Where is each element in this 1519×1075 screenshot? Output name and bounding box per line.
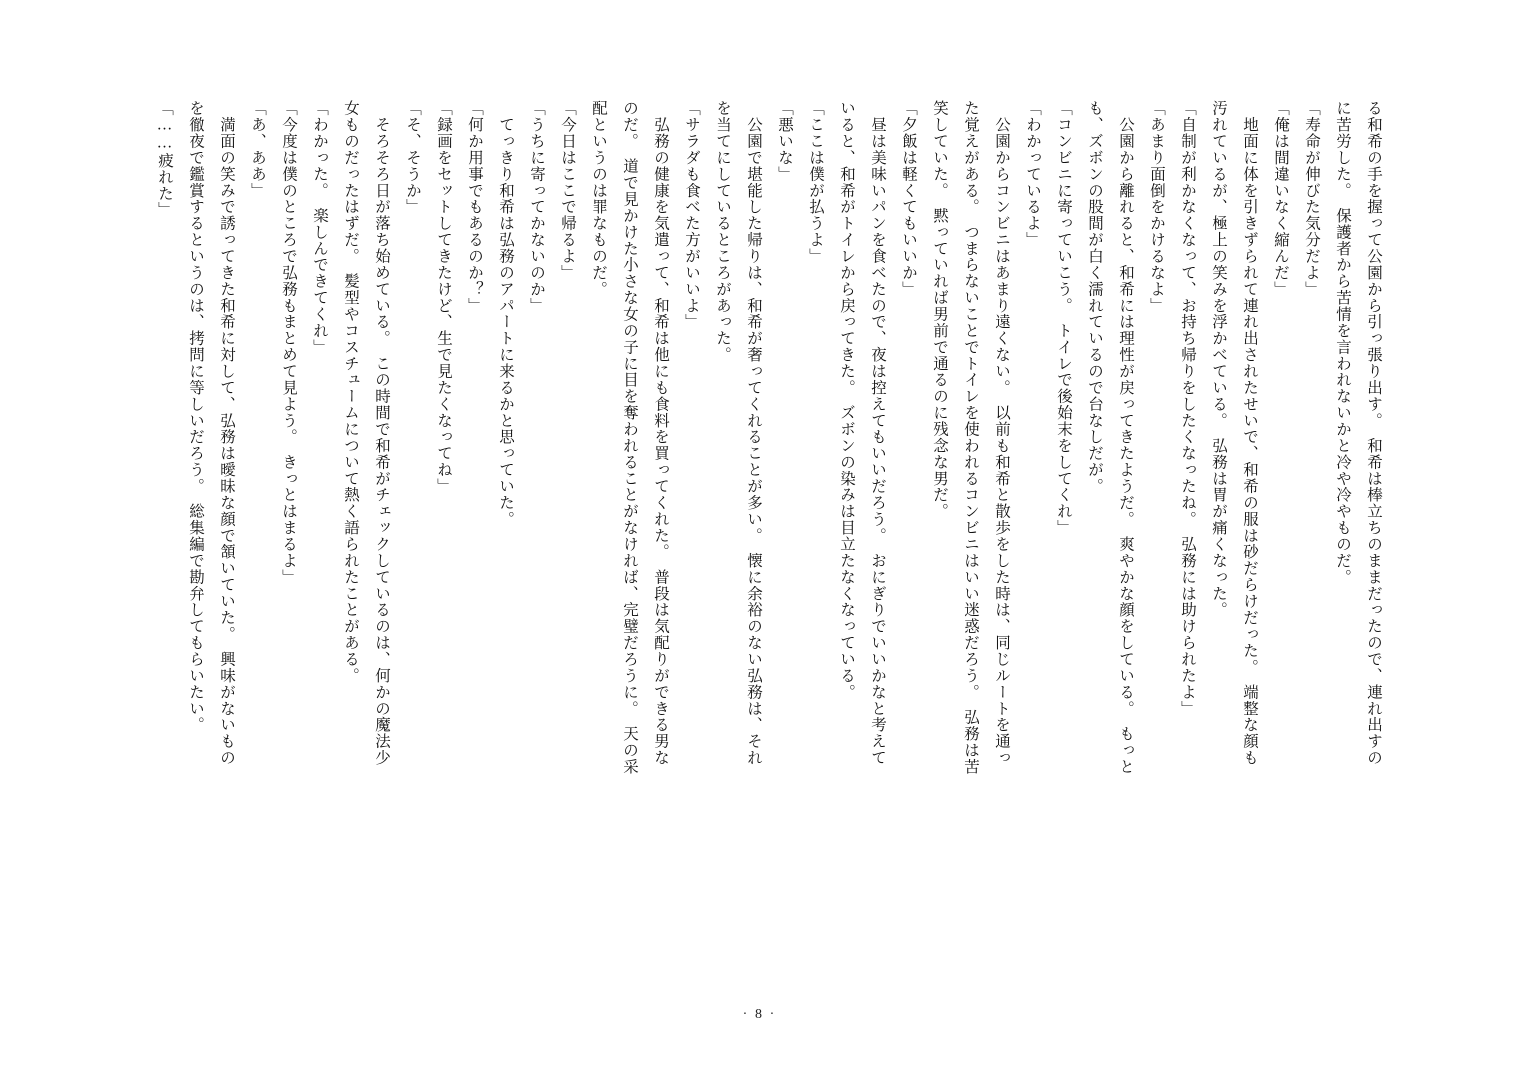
text-line: のだ。 道で見かけた小さな女の子に目を奪われることがなければ、完璧だろうに。 天の采 [621, 100, 638, 775]
text-line: 「……疲れた」 [156, 100, 173, 219]
text-line: 「何か用事でもあるのか？」 [466, 100, 483, 314]
text-line: 地面に体を引きずられて連れ出されたせいで、和希の服は砂だらけだった。 端整な顔も [1241, 100, 1258, 766]
text-line: 「サラダも食べた方がいいよ」 [683, 100, 700, 331]
text-line: 公園で堪能した帰りは、和希が奢ってくれることが多い。 懐に余裕のない弘務は、それ [745, 100, 762, 766]
text-line: 女ものだったはずだ。 髪型やコスチュームについて熱く語られたことがある。 [342, 100, 359, 684]
text-line: 「コンビニに寄っていこう。 トイレで後始末をしてくれ」 [1055, 100, 1072, 536]
novel-text-body [110, 100, 1389, 970]
text-line: た覚えがある。 つまらないことでトイレを使われるコンビニはいい迷惑だろう。 弘務は苦 [962, 100, 979, 775]
text-line: 「わかっているよ」 [1024, 100, 1041, 248]
text-line: も、ズボンの股間が白く濡れているので台なしだが。 [1086, 100, 1103, 495]
text-line: 「俺は間違いなく縮んだ」 [1272, 100, 1289, 298]
text-line: 「自制が利かなくなって、お持ち帰りをしたくなったね。 弘務には助けられたよ」 [1179, 100, 1196, 717]
text-line: 「悪いな」 [776, 100, 793, 183]
text-line: てっきり和希は弘務のアパートに来るかと思っていた。 [497, 100, 514, 528]
text-line: を徹夜で鑑賞するというのは、拷問に等しいだろう。 総集編で勘弁してもらいたい。 [187, 100, 204, 734]
text-line: に苦労した。 保護者から苦情を言われないかと冷や冷やものだ。 [1334, 100, 1351, 586]
text-line: 公園から離れると、和希には理性が戻ってきたようだ。 爽やかな顔をしている。 もっと [1117, 100, 1134, 775]
text-line: 「わかった。 楽しんできてくれ」 [311, 100, 328, 356]
text-line: 汚れているが、極上の笑みを浮かべている。 弘務は胃が痛くなった。 [1210, 100, 1227, 619]
text-line: いると、和希がトイレから戻ってきた。 ズボンの染みは目立たなくなっている。 [838, 100, 855, 701]
text-line: そろそろ日が落ち始めている。 この時間で和希がチェックしているのは、何かの魔法少 [373, 100, 390, 766]
text-line: 「あ、ああ」 [249, 100, 266, 199]
text-line: る和希の手を握って公園から引っ張り出す。 和希は棒立ちのままだったので、連れ出すの [1365, 100, 1382, 766]
text-line: 「ここは僕が払うよ」 [807, 100, 824, 265]
text-line: を当てにしているところがあった。 [714, 100, 731, 363]
text-line: 昼は美味いパンを食べたので、夜は控えてもいいだろう。 おにぎりでいいかなと考えて [869, 100, 886, 766]
text-line: 「録画をセットしてきたけど、生で見たくなってね」 [435, 100, 452, 495]
text-line: 「夕飯は軽くてもいいか」 [900, 100, 917, 298]
text-line: 「今度は僕のところで弘務もまとめて見よう。 きっとはまるよ」 [280, 100, 297, 586]
text-line: 満面の笑みで誘ってきた和希に対して、弘務は曖昧な顔で頷いていた。 興味がないもの [218, 100, 235, 766]
text-line: 「寿命が伸びた気分だよ」 [1303, 100, 1320, 298]
text-line: 「今日はここで帰るよ」 [559, 100, 576, 281]
page-number: · 8 · [742, 1007, 777, 1022]
text-line: 「あまり面倒をかけるなよ」 [1148, 100, 1165, 314]
text-line: 公園からコンビニはあまり遠くない。 以前も和希と散歩をした時は、同じルートを通っ [993, 100, 1010, 766]
text-line: 笑していた。 黙っていれば男前で通るのに残念な男だ。 [931, 100, 948, 520]
text-line: 「そ、そうか」 [404, 100, 421, 216]
text-line: 弘務の健康を気遣って、和希は他にも食料を買ってくれた。 普段は気配りができる男な [652, 100, 669, 766]
text-line: 配というのは罪なものだ。 [590, 100, 607, 298]
text-line: 「うちに寄ってかないのか」 [528, 100, 545, 314]
